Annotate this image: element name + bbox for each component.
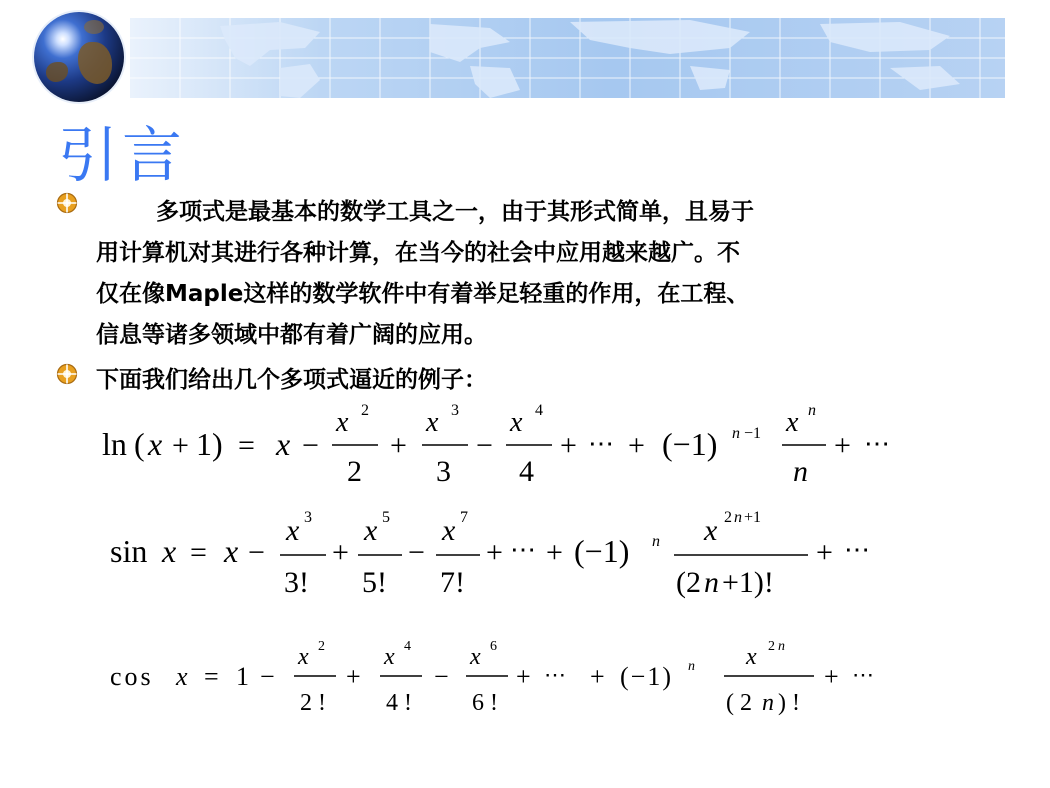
svg-text:sin: sin bbox=[110, 533, 148, 569]
intro-paragraph bbox=[96, 192, 936, 356]
svg-text:=: = bbox=[204, 662, 219, 691]
svg-text:+: + bbox=[628, 429, 645, 462]
svg-text:x: x bbox=[176, 662, 188, 691]
svg-text:+: + bbox=[816, 536, 833, 569]
svg-text:5: 5 bbox=[382, 509, 390, 526]
svg-text:n: n bbox=[778, 639, 785, 654]
sin-series-formula bbox=[96, 500, 916, 610]
svg-text:4: 4 bbox=[535, 402, 543, 419]
svg-text:3: 3 bbox=[436, 455, 451, 488]
svg-text:+: + bbox=[590, 662, 605, 691]
svg-text:cos: cos bbox=[110, 662, 154, 691]
svg-text:x: x bbox=[298, 644, 309, 670]
svg-text:x: x bbox=[364, 514, 378, 547]
svg-text:−: − bbox=[434, 662, 449, 691]
svg-text:1): 1) bbox=[196, 426, 223, 462]
paragraph-line: 仅在像Maple这样的数学软件中有着举足轻重的作用，在工程、 bbox=[96, 281, 750, 307]
svg-text:x: x bbox=[704, 514, 718, 547]
svg-text:(−1): (−1) bbox=[620, 662, 673, 691]
orange-circle-bullet-icon bbox=[56, 363, 78, 385]
svg-text:⋯: ⋯ bbox=[864, 429, 890, 458]
svg-text:n: n bbox=[704, 566, 719, 599]
svg-text:2: 2 bbox=[361, 402, 369, 419]
svg-text:n: n bbox=[732, 425, 740, 442]
svg-text:+: + bbox=[390, 429, 407, 462]
svg-text:+: + bbox=[546, 536, 563, 569]
svg-text:6 !: 6 ! bbox=[472, 690, 498, 716]
svg-text:n: n bbox=[793, 455, 808, 488]
ln-series-formula bbox=[96, 400, 916, 495]
svg-text:+: + bbox=[834, 429, 851, 462]
svg-text:x: x bbox=[162, 533, 177, 569]
svg-text:x: x bbox=[336, 407, 349, 438]
svg-text:+: + bbox=[560, 429, 577, 462]
svg-text:n: n bbox=[688, 659, 695, 674]
svg-text:4: 4 bbox=[519, 455, 534, 488]
svg-text:+: + bbox=[516, 662, 531, 691]
svg-text:=: = bbox=[238, 429, 255, 462]
svg-text:x: x bbox=[286, 514, 300, 547]
svg-text:x: x bbox=[148, 426, 163, 462]
svg-text:+: + bbox=[346, 662, 361, 691]
world-map-graphic bbox=[130, 18, 1005, 98]
svg-text:n: n bbox=[734, 509, 742, 526]
svg-text:1: 1 bbox=[236, 662, 249, 691]
svg-text:( 2: ( 2 bbox=[726, 690, 752, 716]
svg-text:(: ( bbox=[134, 426, 145, 462]
svg-text:x: x bbox=[746, 644, 757, 670]
svg-text:x: x bbox=[510, 407, 523, 438]
paragraph-line: 多项式是最基本的数学工具之一，由于其形式简单，且易于 bbox=[156, 199, 754, 225]
svg-text:2: 2 bbox=[768, 639, 775, 654]
svg-text:3: 3 bbox=[304, 509, 312, 526]
svg-text:+: + bbox=[332, 536, 349, 569]
svg-text:x: x bbox=[442, 514, 456, 547]
svg-text:7: 7 bbox=[460, 509, 468, 526]
svg-text:⋯: ⋯ bbox=[510, 535, 536, 564]
svg-text:−: − bbox=[248, 536, 265, 569]
svg-text:(−1): (−1) bbox=[662, 426, 718, 462]
slide-title: 引言 bbox=[58, 121, 186, 191]
svg-text:−: − bbox=[260, 662, 275, 691]
svg-text:+1: +1 bbox=[744, 509, 762, 526]
globe-icon bbox=[34, 12, 124, 102]
svg-text:−: − bbox=[408, 536, 425, 569]
svg-text:−1: −1 bbox=[744, 425, 762, 442]
svg-text:(2: (2 bbox=[676, 566, 701, 599]
svg-text:3!: 3! bbox=[284, 566, 309, 599]
svg-text:6: 6 bbox=[490, 639, 497, 654]
cos-series-formula bbox=[96, 630, 916, 725]
paragraph-line: 信息等诸多领域中都有着广阔的应用。 bbox=[96, 322, 487, 348]
svg-text:3: 3 bbox=[451, 402, 459, 419]
svg-text:=: = bbox=[190, 536, 207, 569]
svg-text:x: x bbox=[786, 407, 799, 438]
svg-text:ln: ln bbox=[102, 426, 127, 462]
svg-text:⋯: ⋯ bbox=[844, 535, 870, 564]
svg-text:4: 4 bbox=[404, 639, 411, 654]
svg-text:x: x bbox=[384, 644, 395, 670]
world-map-banner bbox=[130, 18, 1005, 98]
svg-text:x: x bbox=[224, 533, 239, 569]
svg-text:⋯: ⋯ bbox=[852, 662, 874, 687]
svg-text:n: n bbox=[652, 533, 660, 550]
svg-text:n: n bbox=[808, 402, 816, 419]
svg-text:x: x bbox=[276, 426, 291, 462]
svg-text:2: 2 bbox=[724, 509, 732, 526]
svg-text:x: x bbox=[470, 644, 481, 670]
svg-text:+: + bbox=[486, 536, 503, 569]
svg-text:4 !: 4 ! bbox=[386, 690, 412, 716]
orange-circle-bullet-icon bbox=[56, 192, 78, 214]
svg-text:+: + bbox=[172, 429, 189, 462]
svg-text:+1)!: +1)! bbox=[722, 566, 774, 599]
paragraph-line: 用计算机对其进行各种计算，在当今的社会中应用越来越广。不 bbox=[96, 240, 740, 266]
svg-text:2: 2 bbox=[318, 639, 325, 654]
svg-text:) !: ) ! bbox=[778, 690, 800, 716]
svg-text:+: + bbox=[824, 662, 839, 691]
svg-text:n: n bbox=[762, 690, 774, 716]
svg-text:7!: 7! bbox=[440, 566, 465, 599]
svg-text:5!: 5! bbox=[362, 566, 387, 599]
svg-text:⋯: ⋯ bbox=[588, 429, 614, 458]
svg-text:x: x bbox=[426, 407, 439, 438]
svg-text:(−1): (−1) bbox=[574, 533, 630, 569]
svg-text:2: 2 bbox=[347, 455, 362, 488]
svg-text:−: − bbox=[476, 429, 493, 462]
svg-text:−: − bbox=[302, 429, 319, 462]
examples-intro: 下面我们给出几个多项式逼近的例子： bbox=[96, 367, 487, 393]
svg-text:⋯: ⋯ bbox=[544, 662, 566, 687]
svg-text:2 !: 2 ! bbox=[300, 690, 326, 716]
